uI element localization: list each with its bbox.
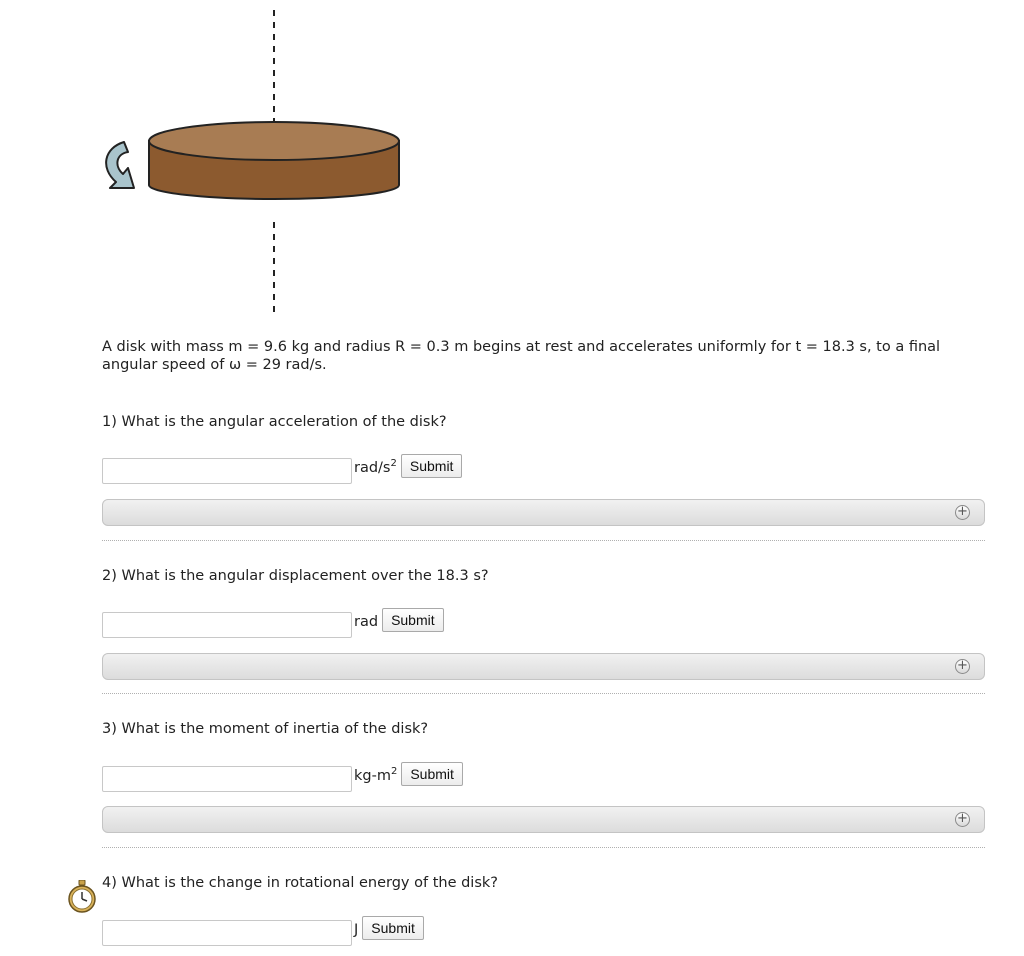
- question-2-prompt: 2) What is the angular displacement over the 18.3 s?: [102, 568, 489, 584]
- separator-2: [102, 693, 985, 694]
- hint-bar-1[interactable]: [102, 499, 985, 526]
- answer-input-3[interactable]: [102, 766, 352, 792]
- unit-label-3: $kg-m^2$: [354, 766, 398, 784]
- answer-input-2[interactable]: [102, 612, 352, 638]
- submit-button-2[interactable]: Submit: [382, 608, 444, 632]
- plus-circle-icon[interactable]: +: [955, 505, 970, 520]
- submit-button-4[interactable]: Submit: [362, 916, 424, 940]
- hint-bar-3[interactable]: [102, 806, 985, 833]
- question-3-prompt: 3) What is the moment of inertia of the disk?: [102, 721, 429, 737]
- plus-circle-icon[interactable]: +: [955, 659, 970, 674]
- plus-circle-icon[interactable]: +: [955, 812, 970, 827]
- answer-row-3: [102, 764, 463, 794]
- answer-row-4: [102, 918, 424, 948]
- problem-statement: A disk with mass m = 9.6 kg and radius R = 0.3 m begins at rest and accelerates uniformly for t = 18.3 s, to a final angular speed of ω = 29 rad/s.: [102, 339, 941, 373]
- unit-label-1: rad/$s^2$: [354, 458, 397, 476]
- disk-rotation-diagram: [90, 0, 420, 320]
- question-4-prompt: 4) What is the change in rotational energy of the disk?: [102, 875, 498, 891]
- submit-button-1[interactable]: Submit: [401, 454, 463, 478]
- disk-top: [149, 122, 399, 160]
- submit-button-3[interactable]: Submit: [401, 762, 463, 786]
- separator-3: [102, 847, 985, 848]
- unit-label-4: J: [354, 921, 359, 938]
- unit-label-2: rad: [354, 613, 379, 630]
- curved-arrow-icon: [106, 142, 134, 188]
- question-1-prompt: 1) What is the angular acceleration of the disk?: [102, 414, 447, 430]
- answer-row-2: [102, 610, 444, 640]
- answer-input-1[interactable]: [102, 458, 352, 484]
- answer-input-4[interactable]: [102, 920, 352, 946]
- hint-bar-2[interactable]: [102, 653, 985, 680]
- answer-row-1: [102, 456, 462, 486]
- stopwatch-icon: [66, 880, 98, 914]
- separator-1: [102, 540, 985, 541]
